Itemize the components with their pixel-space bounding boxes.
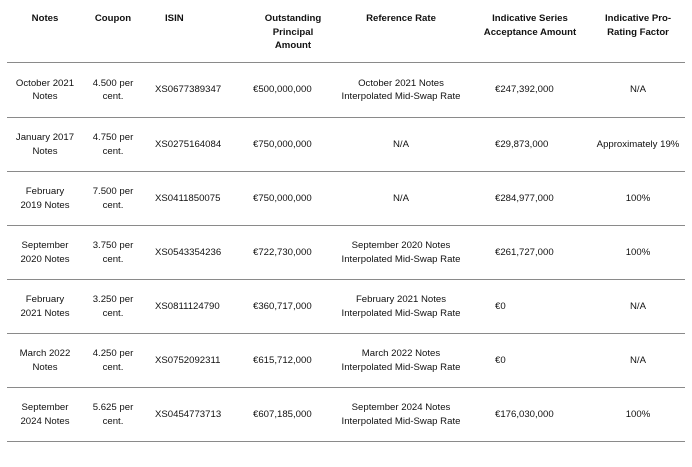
cell-prorating xyxy=(591,334,685,388)
notes-text: January 2017 Notes xyxy=(15,132,75,157)
cell-acceptance: €176,030,000 xyxy=(469,388,591,442)
notes-text: February 2021 Notes xyxy=(20,294,70,319)
notes-table xyxy=(7,5,685,442)
cell-outstanding: €615,712,000 xyxy=(253,334,333,388)
cell-outstanding: €360,717,000 xyxy=(253,280,333,334)
cell-acceptance: €247,392,000 xyxy=(469,63,591,118)
cell-prorating xyxy=(591,118,685,172)
cell-isin: XS0411850075 xyxy=(143,172,253,226)
table-header xyxy=(7,5,685,63)
table-row xyxy=(7,334,685,388)
coupon-text: 3.250 per cent. xyxy=(92,294,134,319)
cell-reference-rate xyxy=(333,118,469,172)
cell-reference-rate xyxy=(333,172,469,226)
cell-coupon xyxy=(83,118,143,172)
header-row xyxy=(7,5,685,63)
cell-prorating xyxy=(591,388,685,442)
prorating-text: N/A xyxy=(630,300,646,312)
notes-text: September 2024 Notes xyxy=(20,402,70,427)
cell-prorating xyxy=(591,226,685,280)
cell-outstanding: €750,000,000 xyxy=(253,172,333,226)
reference-rate-text: February 2021 Notes Interpolated Mid-Swap Rate xyxy=(341,294,461,319)
cell-isin: XS0811124790 xyxy=(143,280,253,334)
cell-isin: XS0275164084 xyxy=(143,118,253,172)
cell-prorating xyxy=(591,172,685,226)
cell-isin: XS0543354236 xyxy=(143,226,253,280)
cell-notes xyxy=(7,172,83,226)
table-row xyxy=(7,63,685,118)
header-acceptance: Indicative Series Acceptance Amount xyxy=(469,5,591,63)
cell-isin: XS0752092311 xyxy=(143,334,253,388)
cell-coupon xyxy=(83,388,143,442)
cell-acceptance: €284,977,000 xyxy=(469,172,591,226)
cell-notes xyxy=(7,118,83,172)
cell-reference-rate xyxy=(333,388,469,442)
reference-rate-text: March 2022 Notes Interpolated Mid-Swap Rate xyxy=(341,348,461,373)
cell-notes xyxy=(7,226,83,280)
cell-acceptance: €261,727,000 xyxy=(469,226,591,280)
reference-rate-text: N/A xyxy=(393,192,409,204)
cell-notes xyxy=(7,334,83,388)
reference-rate-text: N/A xyxy=(393,138,409,150)
coupon-text: 4.750 per cent. xyxy=(92,132,134,157)
cell-reference-rate xyxy=(333,334,469,388)
prorating-text: N/A xyxy=(630,84,646,96)
table-row xyxy=(7,226,685,280)
cell-prorating xyxy=(591,63,685,118)
cell-reference-rate xyxy=(333,280,469,334)
prorating-text: 100% xyxy=(625,246,651,258)
coupon-text: 5.625 per cent. xyxy=(92,402,134,427)
header-outstanding: Outstanding Principal Amount xyxy=(253,5,333,63)
cell-notes xyxy=(7,388,83,442)
coupon-text: 7.500 per cent. xyxy=(92,186,134,211)
notes-text: March 2022 Notes xyxy=(19,348,71,373)
cell-acceptance: €0 xyxy=(469,280,591,334)
cell-notes xyxy=(7,280,83,334)
cell-outstanding: €500,000,000 xyxy=(253,63,333,118)
cell-outstanding: €607,185,000 xyxy=(253,388,333,442)
cell-notes xyxy=(7,63,83,118)
header-reference-rate: Reference Rate xyxy=(333,5,469,63)
cell-outstanding: €722,730,000 xyxy=(253,226,333,280)
cell-coupon xyxy=(83,172,143,226)
table-row xyxy=(7,172,685,226)
cell-acceptance: €0 xyxy=(469,334,591,388)
table-body xyxy=(7,63,685,442)
reference-rate-text: September 2024 Notes Interpolated Mid-Swap Rate xyxy=(341,402,461,427)
cell-coupon xyxy=(83,63,143,118)
notes-text: February 2019 Notes xyxy=(20,186,70,211)
prorating-text: 100% xyxy=(625,408,651,420)
prorating-text: Approximately 19% xyxy=(596,138,680,150)
table-row xyxy=(7,118,685,172)
header-coupon: Coupon xyxy=(83,5,143,63)
coupon-text: 3.750 per cent. xyxy=(92,240,134,265)
cell-coupon xyxy=(83,226,143,280)
header-prorating: Indicative Pro-Rating Factor xyxy=(591,5,685,63)
header-isin: ISIN xyxy=(143,5,253,63)
prorating-text: N/A xyxy=(630,354,646,366)
header-notes: Notes xyxy=(7,5,83,63)
prorating-text: 100% xyxy=(625,192,651,204)
notes-text: October 2021 Notes xyxy=(15,77,75,102)
cell-prorating xyxy=(591,280,685,334)
reference-rate-text: October 2021 Notes Interpolated Mid-Swap Rate xyxy=(341,77,461,102)
notes-text: September 2020 Notes xyxy=(20,240,70,265)
coupon-text: 4.500 per cent. xyxy=(92,77,134,102)
cell-reference-rate xyxy=(333,226,469,280)
reference-rate-text: September 2020 Notes Interpolated Mid-Swap Rate xyxy=(341,240,461,265)
table-row xyxy=(7,280,685,334)
cell-acceptance: €29,873,000 xyxy=(469,118,591,172)
table-row xyxy=(7,388,685,442)
cell-isin: XS0677389347 xyxy=(143,63,253,118)
cell-isin: XS0454773713 xyxy=(143,388,253,442)
cell-outstanding: €750,000,000 xyxy=(253,118,333,172)
cell-reference-rate xyxy=(333,63,469,118)
cell-coupon xyxy=(83,334,143,388)
coupon-text: 4.250 per cent. xyxy=(92,348,134,373)
cell-coupon xyxy=(83,280,143,334)
